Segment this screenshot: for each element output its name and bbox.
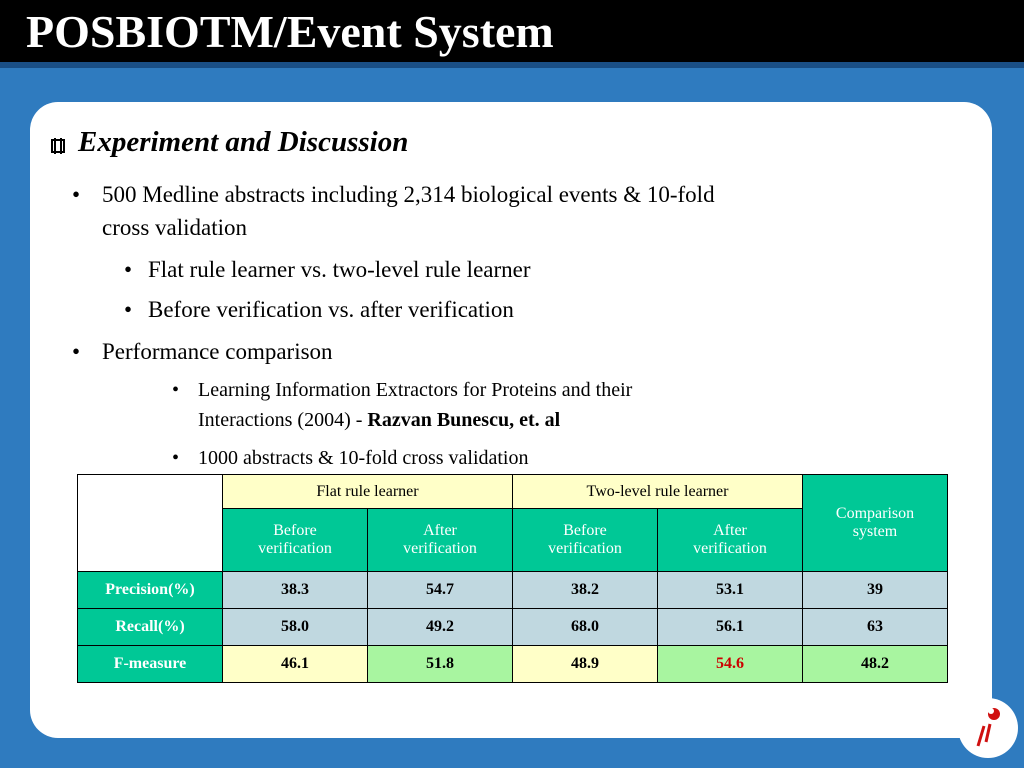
table-row <box>78 646 948 683</box>
table-cell: 39 <box>803 572 948 609</box>
subheader-text: Before <box>273 522 317 539</box>
table-cell: 54.7 <box>368 572 513 609</box>
section-bullet-icon <box>50 138 66 154</box>
bullet-performance-comparison: Performance comparison <box>102 339 333 364</box>
header-comparison-line2: system <box>852 523 898 540</box>
bullet-dot: • <box>72 182 81 207</box>
bullet-medline-line2: cross validation <box>102 215 247 240</box>
bullet-dot: • <box>72 339 81 364</box>
table-cell: 53.1 <box>658 572 803 609</box>
bullet-dot: • <box>172 379 180 401</box>
row-label-f-measure: F-measure <box>78 646 223 683</box>
row-label-recall: Recall(%) <box>78 609 223 646</box>
table-cell: 48.9 <box>513 646 658 683</box>
table-cell: 48.2 <box>803 646 948 683</box>
subheader-text: After <box>713 522 747 539</box>
subheader-text: verification <box>403 540 477 557</box>
bullet-dot: • <box>124 297 133 322</box>
table-row <box>78 609 948 646</box>
reference-authors: Razvan Bunescu, et. al <box>367 409 561 431</box>
header-two-level-rule-learner: Two-level rule learner <box>513 475 803 509</box>
title-bar <box>0 0 1024 64</box>
title-stripe <box>0 62 1024 68</box>
bullet-medline-line1: 500 Medline abstracts including 2,314 biological events & 10-fold <box>102 182 715 207</box>
subheader-text: Before <box>563 522 607 539</box>
table-cell: 38.2 <box>513 572 658 609</box>
header-comparison-system <box>803 475 948 572</box>
table-cell: 51.8 <box>368 646 513 683</box>
section-heading-text: Experiment and Discussion <box>78 126 409 158</box>
table-cell: 38.3 <box>223 572 368 609</box>
table-cell: 56.1 <box>658 609 803 646</box>
bullet-dot: • <box>172 447 180 469</box>
header-comparison-line1: Comparison <box>835 505 915 522</box>
table-cell: 46.1 <box>223 646 368 683</box>
subheader-flat-after <box>368 509 513 572</box>
bullet-flat-vs-two-level: Flat rule learner vs. two-level rule learner <box>148 257 531 282</box>
bullet-reference-line2 <box>198 407 560 433</box>
bullet-abstracts-cv: 1000 abstracts & 10-fold cross validation <box>198 447 529 469</box>
header-flat-rule-learner: Flat rule learner <box>223 475 513 509</box>
performance-table <box>77 474 948 683</box>
logo-icon <box>958 698 1018 758</box>
bullet-reference-line1: Learning Information Extractors for Proteins and their <box>198 379 633 401</box>
table-row <box>78 572 948 609</box>
table-corner-cell <box>78 475 223 572</box>
table-cell: 58.0 <box>223 609 368 646</box>
subheader-text: After <box>423 522 457 539</box>
row-label-precision: Precision(%) <box>78 572 223 609</box>
bullet-dot: • <box>124 257 133 282</box>
table-cell: 49.2 <box>368 609 513 646</box>
subheader-text: verification <box>258 540 332 557</box>
subheader-text: verification <box>548 540 622 557</box>
subheader-flat-before <box>223 509 368 572</box>
subheader-two-level-before <box>513 509 658 572</box>
bullet-before-vs-after: Before verification vs. after verification <box>148 297 514 322</box>
reference-text: Interactions (2004) - <box>198 409 368 431</box>
table-cell: 63 <box>803 609 948 646</box>
slide-title: POSBIOTM/Event System <box>26 6 554 57</box>
subheader-two-level-after <box>658 509 803 572</box>
subheader-text: verification <box>693 540 767 557</box>
table-cell: 68.0 <box>513 609 658 646</box>
table-cell-best: 54.6 <box>658 646 803 683</box>
